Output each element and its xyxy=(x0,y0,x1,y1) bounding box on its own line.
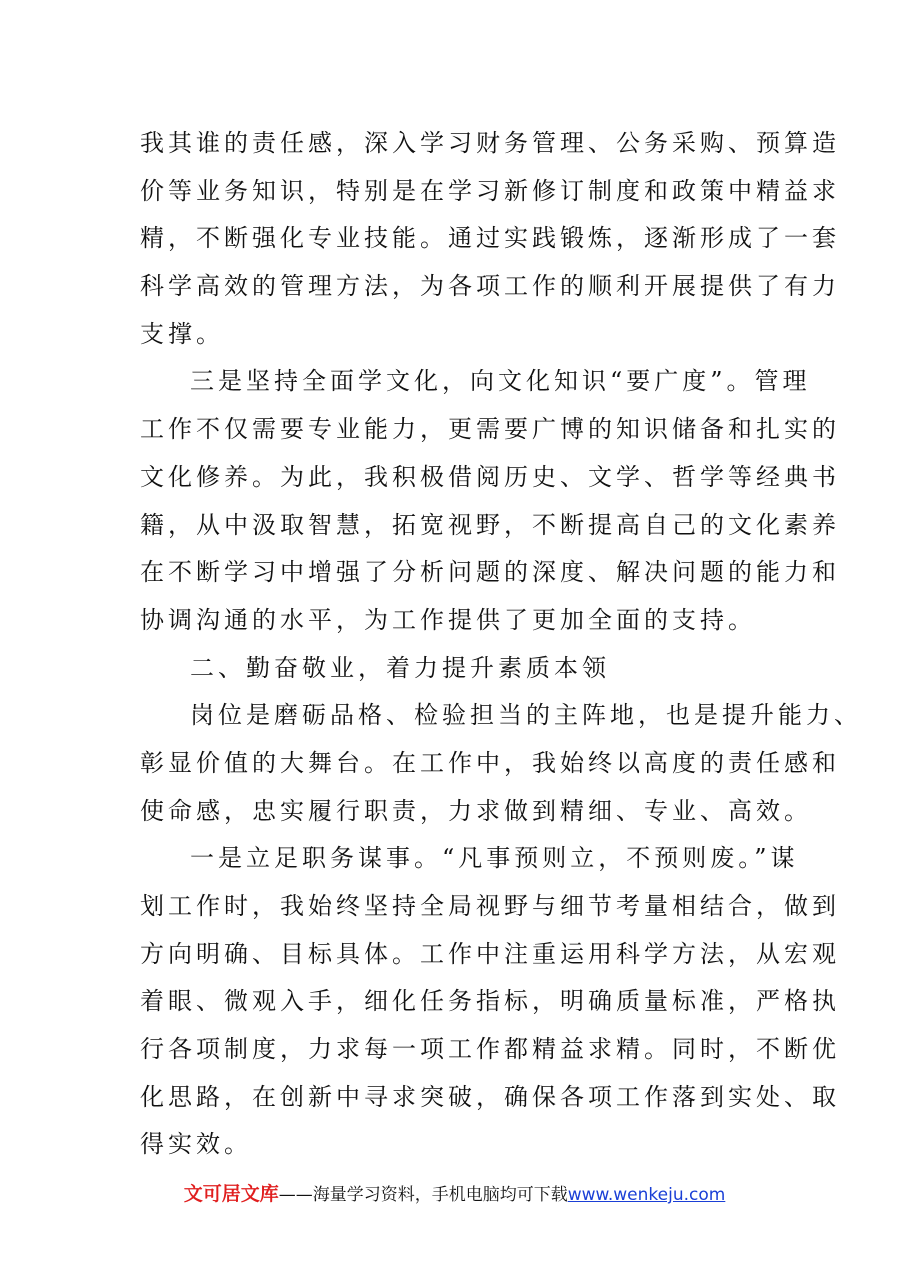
text-line: 科学高效的管理方法，为各项工作的顺利开展提供了有力 xyxy=(140,272,840,301)
text-line: 行各项制度，力求每一项工作都精益求精。同时，不断优 xyxy=(140,1035,840,1064)
text-line: 价等业务知识，特别是在学习新修订制度和政策中精益求 xyxy=(140,176,840,205)
document-body xyxy=(140,120,862,1169)
text-line: 文化修养。为此，我积极借阅历史、文学、哲学等经典书 xyxy=(140,462,840,491)
text-line: 化思路，在创新中寻求突破，确保各项工作落到实处、取 xyxy=(140,1082,840,1111)
text-line: 三是坚持全面学文化，向文化知识“要广度”。管理 xyxy=(190,367,811,396)
text-line: 籍，从中汲取智慧，拓宽视野，不断提高自己的文化素养 xyxy=(140,510,840,539)
text-line: 着眼、微观入手，细化任务指标，明确质量标准，严格执 xyxy=(140,987,840,1016)
text-line: 岗位是磨砺品格、检验担当的主阵地，也是提升能力、 xyxy=(190,701,862,730)
paragraph xyxy=(140,645,780,693)
text-line: 方向明确、目标具体。工作中注重运用科学方法，从宏观 xyxy=(140,939,840,968)
text-line: 我其谁的责任感，深入学习财务管理、公务采购、预算造 xyxy=(140,129,840,157)
footer-banner xyxy=(0,1179,909,1206)
text-line: 支撑。 xyxy=(140,319,224,348)
footer-brand: 文可居文库 xyxy=(183,1183,279,1205)
text-line: 在不断学习中增强了分析问题的深度、解决问题的能力和 xyxy=(140,558,840,587)
text-line: 得实效。 xyxy=(140,1130,252,1159)
text-line: 一是立足职务谋事。“凡事预则立，不预则废。”谋 xyxy=(190,844,799,873)
text-line: 二、勤奋敬业，着力提升素质本领 xyxy=(190,653,610,682)
footer-url-link[interactable]: www.wenkeju.com xyxy=(567,1185,726,1205)
footer-tagline: ——海量学习资料，手机电脑均可下载 xyxy=(278,1185,568,1205)
text-line: 协调沟通的水平，为工作提供了更加全面的支持。 xyxy=(140,605,756,634)
paragraph xyxy=(140,835,840,1169)
paragraph xyxy=(140,120,840,358)
text-line: 彰显价值的大舞台。在工作中，我始终以高度的责任感和 xyxy=(140,748,840,777)
paragraph xyxy=(140,358,840,644)
paragraph xyxy=(140,692,862,835)
text-line: 工作不仅需要专业能力，更需要广博的知识储备和扎实的 xyxy=(140,415,840,444)
text-line: 划工作时，我始终坚持全局视野与细节考量相结合，做到 xyxy=(140,892,840,920)
text-line: 精，不断强化专业技能。通过实践锻炼，逐渐形成了一套 xyxy=(140,224,840,253)
text-line: 使命感，忠实履行职责，力求做到精细、专业、高效。 xyxy=(140,796,812,825)
